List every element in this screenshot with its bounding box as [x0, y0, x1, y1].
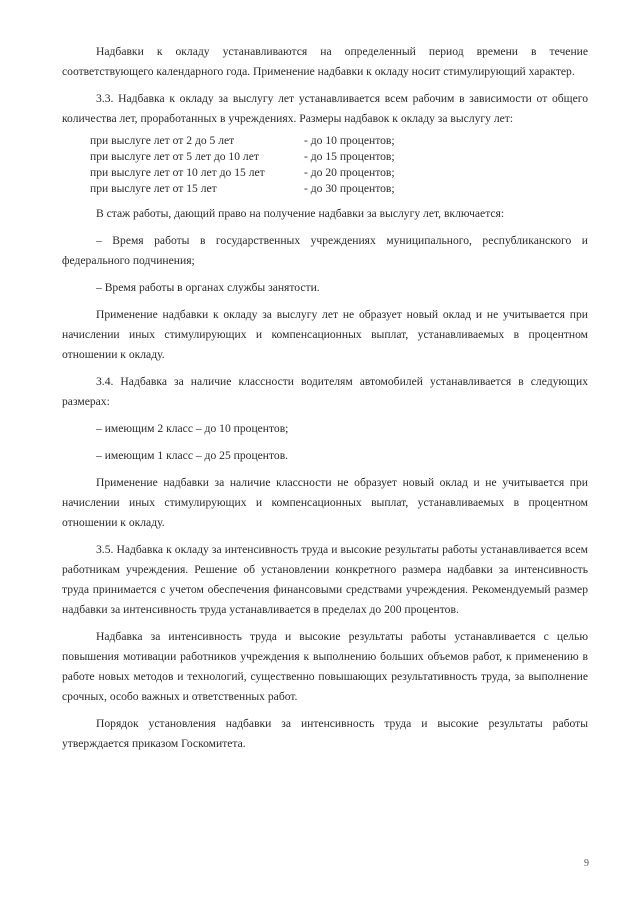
seniority-value: - до 15 процентов;	[304, 150, 395, 163]
paragraph-class-note: Применение надбавки за наличие классности не образует новый оклад и не учитывается при начислении иных стимулирующих и компенсационных выплат, устанавливаемых в процентном отношении к окладу.	[62, 476, 588, 529]
paragraph-dash-state-institutions: – Время работы в государственных учреждениях муниципального, республиканского и федерального подчинения;	[62, 234, 588, 267]
seniority-range: при выслуге лет от 15 лет	[90, 182, 217, 195]
paragraph-3-5: 3.5. Надбавка к окладу за интенсивность труда и высокие результаты работы устанавливается всем работникам учреждения. Решение об установлении конкретного размера надбавки за интенсивность труда принимается с учетом обеспечения финансовыми средствами учреждения. Рекомендуемый размер надбавки за интенсивность труда устанавливается в пределах до 200 процентов.	[62, 543, 588, 616]
page-number: 9	[584, 858, 589, 869]
seniority-value: - до 10 процентов;	[304, 134, 395, 147]
paragraph-intensity-purpose: Надбавка за интенсивность труда и высокие результаты работы устанавливается с целью повышения мотивации работников учреждения к выполнению больших объемов работ, к применению в работе новых методов и технологий, существенно повышающих результативность труда, за выполнение срочных, особо важных и ответственных работ.	[62, 630, 588, 703]
seniority-range: при выслуге лет от 5 лет до 10 лет	[90, 150, 259, 163]
seniority-value: - до 30 процентов;	[304, 182, 395, 195]
paragraph-dash-employment-service: – Время работы в органах службы занятости.	[96, 281, 320, 294]
paragraph-seniority-note: Применение надбавки к окладу за выслугу лет не образует новый оклад и не учитывается при начислении иных стимулирующих и компенсационных выплат, устанавливаемых в процентном отношении к окладу.	[62, 308, 588, 361]
document-body	[62, 42, 588, 754]
paragraph-3-3: 3.3. Надбавка к окладу за выслугу лет устанавливается всем рабочим в зависимости от общего количества лет, проработанных в учреждениях. Размеры надбавок к окладу за выслугу лет:	[62, 92, 588, 125]
paragraph-class-1: – имеющим 1 класс – до 25 процентов.	[96, 449, 289, 462]
paragraph-seniority-included: В стаж работы, дающий право на получение надбавки за выслугу лет, включается:	[96, 207, 505, 220]
paragraph-bonus-period: Надбавки к окладу устанавливаются на определенный период времени в течение соответствующего календарного года. Применение надбавки к окладу носит стимулирующий характер.	[62, 45, 588, 78]
seniority-list	[90, 133, 588, 197]
list-item	[90, 149, 588, 165]
paragraph-class-2: – имеющим 2 класс – до 10 процентов;	[96, 422, 289, 435]
seniority-range: при выслуге лет от 10 лет до 15 лет	[90, 166, 265, 179]
seniority-range: при выслуге лет от 2 до 5 лет	[90, 134, 235, 147]
paragraph-intensity-order: Порядок установления надбавки за интенсивность труда и высокие результаты работы утверждается приказом Госкомитета.	[62, 717, 588, 750]
list-item	[90, 133, 588, 149]
list-item	[90, 181, 588, 197]
paragraph-3-4: 3.4. Надбавка за наличие классности водителям автомобилей устанавливается в следующих размерах:	[62, 375, 588, 408]
seniority-value: - до 20 процентов;	[304, 166, 395, 179]
list-item	[90, 165, 588, 181]
